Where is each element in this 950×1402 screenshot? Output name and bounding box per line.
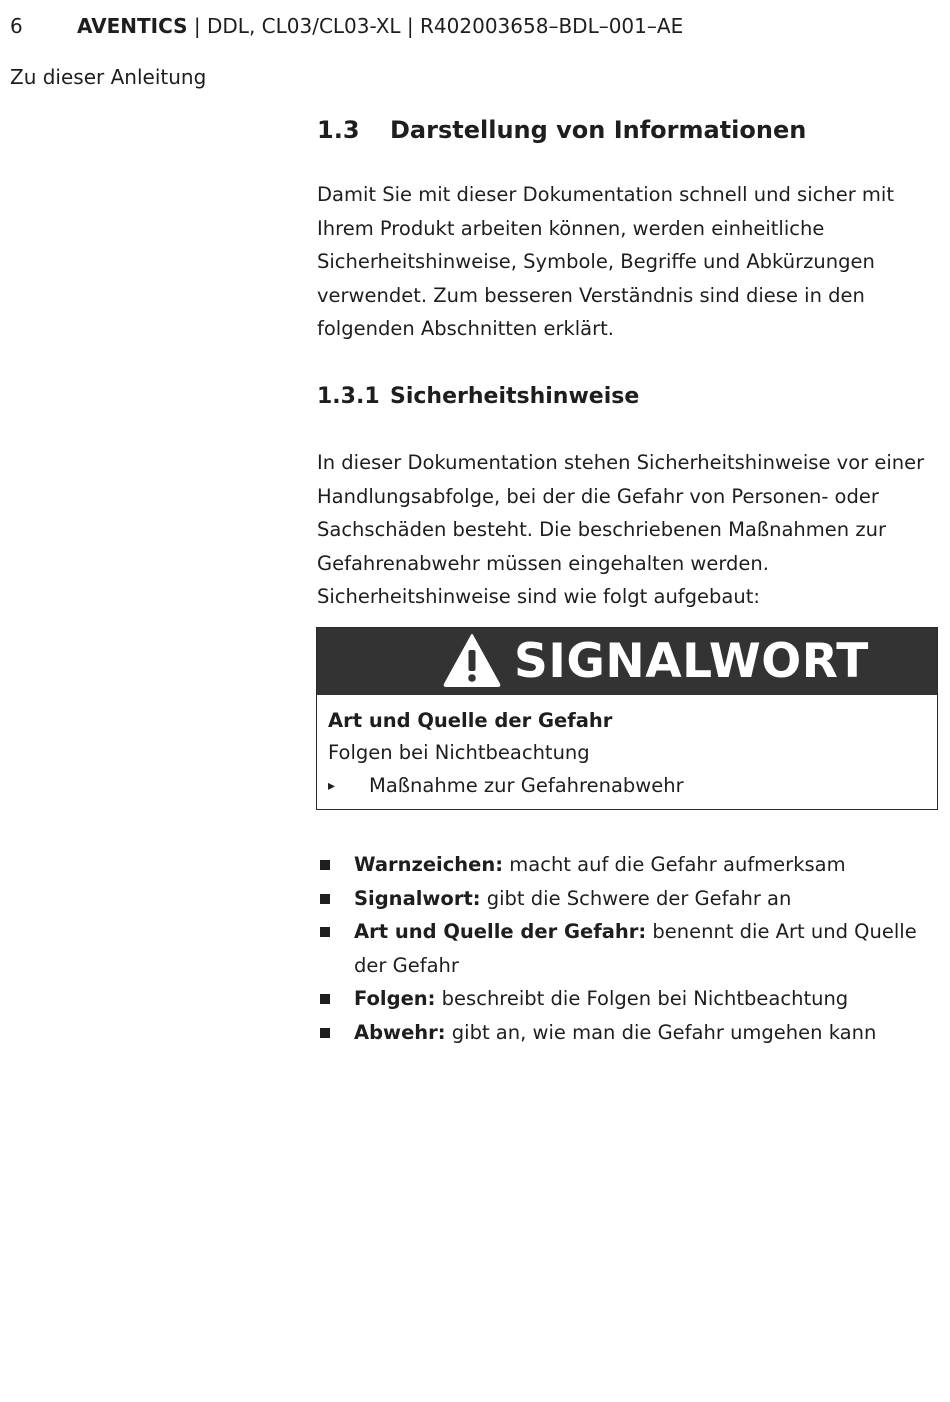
action-line [328, 772, 684, 800]
chapter-label: Zu dieser Anleitung [10, 65, 207, 89]
legend-text: beschreibt die Folgen bei Nichtbeachtung [435, 987, 849, 1010]
list-item [317, 882, 942, 916]
warning-header-bar [317, 628, 937, 695]
list-item [317, 915, 942, 982]
legend-term: Art und Quelle der Gefahr: [354, 920, 647, 943]
square-bullet-icon [320, 927, 330, 937]
legend-text: gibt die Schwere der Gefahr an [480, 886, 792, 910]
safety-paragraph [317, 446, 939, 614]
square-bullet-icon [320, 860, 330, 870]
safety-structure-text: Sicherheitshinweise sind wie folgt aufgebaut: [317, 585, 760, 608]
legend-term: Signalwort: [354, 886, 481, 910]
subsection-title: Sicherheitshinweise [390, 384, 640, 409]
legend-term: Abwehr: [354, 1020, 446, 1044]
list-item [317, 1016, 942, 1050]
action-arrow-icon: ▸ [328, 778, 336, 794]
hazard-type-line: Art und Quelle der Gefahr [328, 709, 613, 732]
legend-text: benennt die Art und Quelle der Gefahr [354, 920, 917, 977]
safety-body-text: In dieser Dokumentation stehen Sicherheitshinweise vor einer Handlungsabfolge, bei der die Gefahr von Personen- oder Sachschäden besteht. Die beschriebenen Maßnahmen zur Gefahrenabwehr müssen eingehalten werden. [317, 451, 925, 575]
running-header [77, 13, 683, 39]
signal-word: SIGNALWORT [514, 634, 869, 689]
warning-legend-list [317, 848, 942, 1049]
subsection-number: 1.3.1 [317, 384, 380, 409]
legend-text: gibt an, wie man die Gefahr umgehen kann [445, 1020, 877, 1044]
legend-text: macht auf die Gefahr aufmerksam [503, 853, 846, 876]
brand-name: AVENTICS [77, 14, 188, 38]
intro-paragraph: Damit Sie mit dieser Dokumentation schnell und sicher mit Ihrem Produkt arbeiten können, werden einheitliche Sicherheitshinweise, Symbole, Begriffe und Abkürzungen verwendet. Zum besseren Verständnis sind diese in den folgenden Abschnitten erklärt. [317, 183, 894, 340]
square-bullet-icon [320, 994, 330, 1004]
section-number: 1.3 [317, 116, 360, 144]
consequence-line: Folgen bei Nichtbeachtung [328, 741, 590, 764]
document-info: | DDL, CL03/CL03-XL | R402003658–BDL–001–AE [187, 14, 684, 38]
square-bullet-icon [320, 1028, 330, 1038]
list-item [317, 982, 942, 1016]
section-title: Darstellung von Informationen [390, 116, 807, 144]
page-number: 6 [10, 14, 23, 38]
square-bullet-icon [320, 894, 330, 904]
warning-example-box [316, 627, 938, 810]
list-item [317, 848, 942, 882]
action-text: Maßnahme zur Gefahrenabwehr [369, 774, 684, 797]
legend-term: Warnzeichen: [354, 853, 504, 876]
legend-term: Folgen: [354, 987, 436, 1010]
warning-triangle-icon [442, 632, 502, 688]
